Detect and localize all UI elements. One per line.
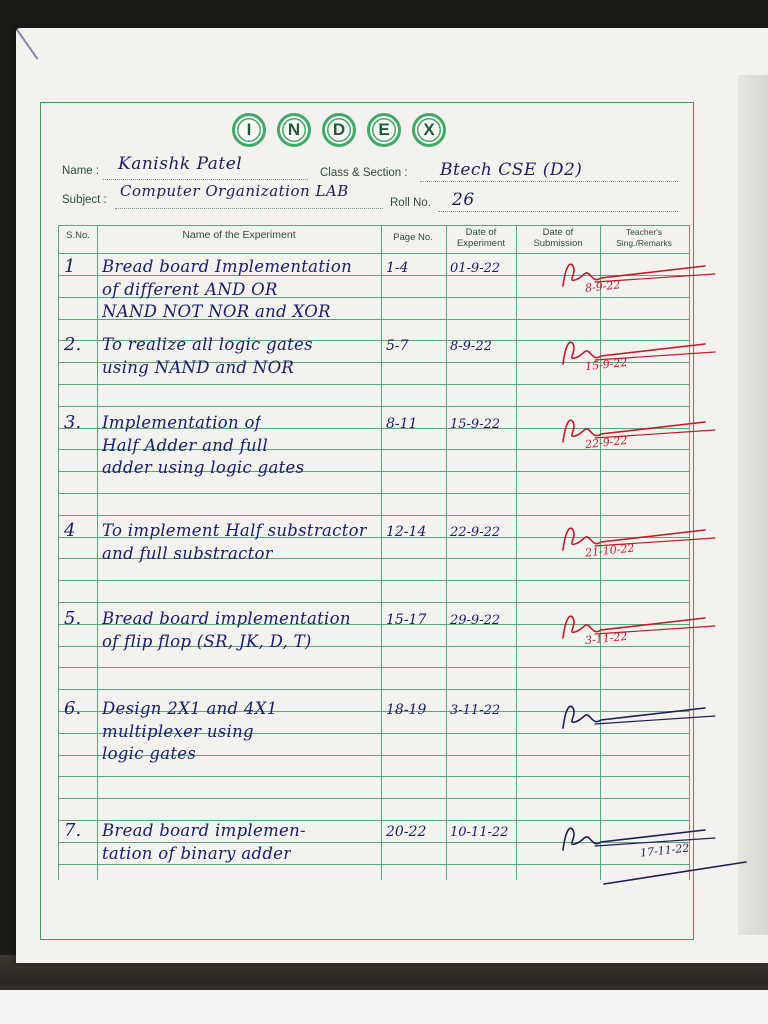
row-page-number: 20-22 xyxy=(386,824,427,840)
row-serial-number: 1 xyxy=(64,256,76,277)
row-date-of-experiment: 01-9-22 xyxy=(450,261,501,276)
signature-date: 17-11-22 xyxy=(639,841,690,860)
signature-scribble xyxy=(555,252,745,302)
row-date-of-experiment: 3-11-22 xyxy=(450,703,501,718)
table-rule xyxy=(58,225,689,226)
col-header-remarks: Teacher's Sing./Remarks xyxy=(616,227,672,248)
index-title xyxy=(232,113,446,151)
row-experiment-line: tation of binary adder xyxy=(102,843,292,863)
class-label: Class & Section : xyxy=(320,167,408,179)
roll-label: Roll No. xyxy=(390,197,431,209)
table-rule xyxy=(58,493,689,494)
row-date-of-experiment: 22-9-22 xyxy=(450,525,501,540)
teacher-signature xyxy=(555,252,745,307)
row-page-number: 12-14 xyxy=(386,524,427,540)
row-date-of-experiment: 8-9-22 xyxy=(450,339,492,354)
row-date-of-experiment: 10-11-22 xyxy=(450,825,509,840)
signature-date: 15-9-22 xyxy=(584,355,629,374)
title-letter: D xyxy=(322,113,356,147)
col-header-page: Page No. xyxy=(393,232,433,243)
teacher-signature xyxy=(555,408,745,463)
table-rule xyxy=(58,602,689,603)
row-page-number: 18-19 xyxy=(386,702,427,718)
signature-scribble xyxy=(555,516,745,566)
row-experiment-line: Half Adder and full xyxy=(102,435,269,455)
page-edge xyxy=(738,75,768,935)
col-header-date-exp: Date of Experiment xyxy=(456,227,506,249)
row-page-number: 15-17 xyxy=(386,612,427,628)
row-serial-number: 3. xyxy=(64,412,82,433)
table-rule xyxy=(58,798,689,799)
table-column-rule xyxy=(58,225,59,880)
col-header-experiment: Name of the Experiment xyxy=(182,229,296,241)
row-experiment-line: To implement Half substractor xyxy=(102,521,368,540)
row-experiment-line: Bread board Implementation xyxy=(102,257,352,276)
table-rule xyxy=(58,580,689,581)
row-serial-number: 4 xyxy=(64,520,76,541)
table-column-rule xyxy=(381,225,382,880)
teacher-signature xyxy=(555,694,745,749)
row-experiment-line: To realize all logic gates xyxy=(102,335,313,354)
closing-stroke xyxy=(600,850,750,895)
row-experiment-line: multiplexer using xyxy=(102,721,254,741)
row-experiment-line: Design 2X1 and 4X1 xyxy=(102,699,278,718)
col-header-sno: S.No. xyxy=(66,230,90,241)
teacher-signature xyxy=(555,330,745,385)
title-letter: E xyxy=(367,113,401,147)
row-experiment-line: Bread board implemen- xyxy=(102,821,306,840)
row-experiment-line: and full substractor xyxy=(102,543,273,563)
table-column-rule xyxy=(516,225,517,880)
title-letter: X xyxy=(412,113,446,147)
row-serial-number: 6. xyxy=(64,698,82,719)
signature-scribble xyxy=(555,694,745,744)
class-dots xyxy=(420,180,678,182)
roll-dots xyxy=(438,210,678,212)
signature-date: 22-9-22 xyxy=(584,433,629,452)
row-experiment-line: using NAND and NOR xyxy=(102,357,295,377)
col-header-date-sub: Date of Submission xyxy=(533,227,583,249)
teacher-signature xyxy=(555,604,745,659)
table-rule xyxy=(58,667,689,668)
title-letter: N xyxy=(277,113,311,147)
row-experiment-line: of flip flop (SR, JK, D, T) xyxy=(102,631,312,651)
name-value: Kanishk Patel xyxy=(118,154,243,174)
row-page-number: 1-4 xyxy=(386,260,409,276)
name-label: Name : xyxy=(62,165,100,177)
table-rule xyxy=(58,776,689,777)
subject-label: Subject : xyxy=(62,194,107,206)
signature-scribble xyxy=(555,408,745,458)
row-experiment-line: NAND NOT NOR and XOR xyxy=(102,302,331,321)
row-experiment-line: Bread board implementation xyxy=(102,609,351,628)
signature-date: 3-11-22 xyxy=(584,629,629,648)
row-serial-number: 7. xyxy=(64,820,82,841)
class-value: Btech CSE (D2) xyxy=(440,160,583,180)
row-serial-number: 2. xyxy=(64,334,82,355)
row-date-of-experiment: 29-9-22 xyxy=(450,613,501,628)
row-date-of-experiment: 15-9-22 xyxy=(450,417,501,432)
table-column-rule xyxy=(446,225,447,880)
name-dots xyxy=(103,178,308,180)
table-rule xyxy=(58,689,689,690)
background-bottom xyxy=(0,990,768,1024)
subject-dots xyxy=(115,207,383,209)
signature-scribble xyxy=(555,330,745,380)
row-page-number: 5-7 xyxy=(386,338,409,354)
table-rule xyxy=(58,406,689,407)
table-column-rule xyxy=(97,225,98,880)
row-experiment-line: adder using logic gates xyxy=(102,458,305,477)
signature-date: 8-9-22 xyxy=(584,278,622,295)
row-experiment-line: logic gates xyxy=(102,744,197,763)
row-experiment-line: Implementation of xyxy=(102,413,262,432)
teacher-signature xyxy=(555,516,745,571)
roll-value: 26 xyxy=(452,190,475,210)
row-serial-number: 5. xyxy=(64,608,82,629)
signature-date: 21-10-22 xyxy=(584,541,635,560)
title-letter: I xyxy=(232,113,266,147)
signature-scribble xyxy=(555,604,745,654)
row-page-number: 8-11 xyxy=(386,416,418,432)
subject-value: Computer Organization LAB xyxy=(120,182,349,200)
row-experiment-line: of different AND OR xyxy=(102,279,278,299)
